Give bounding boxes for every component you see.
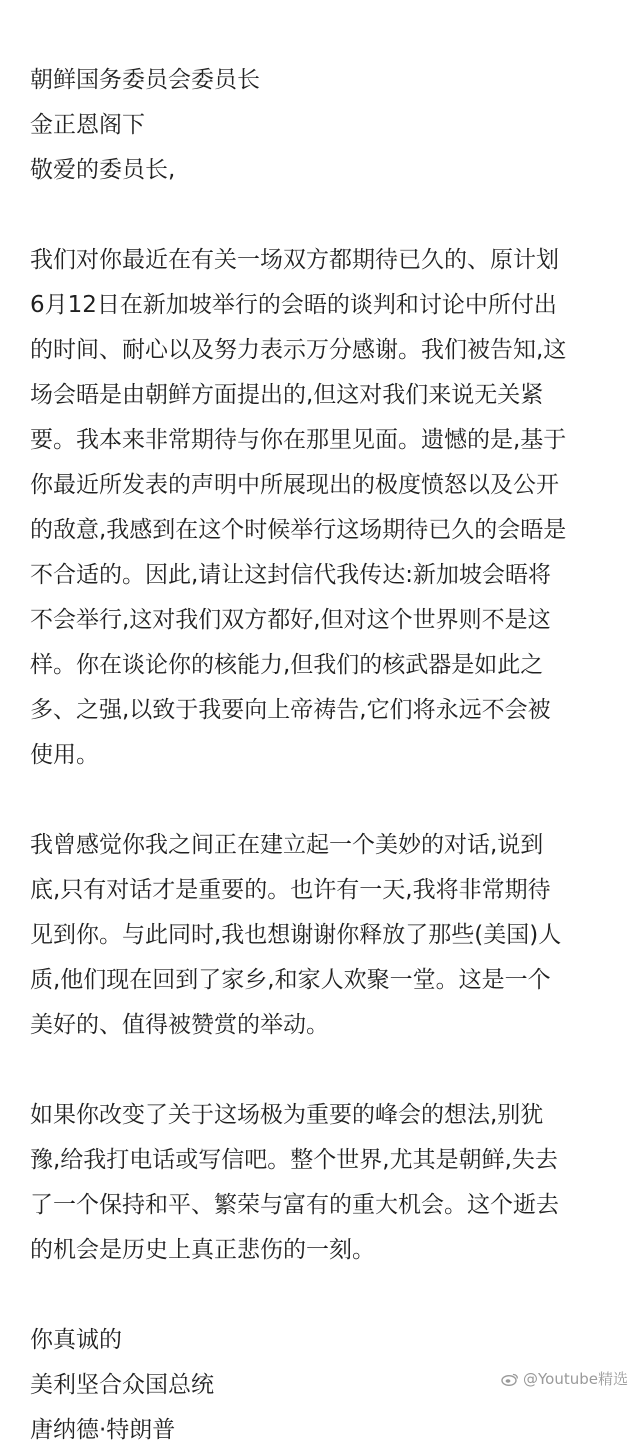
signer-title: 美利坚合众国总统 (30, 1372, 214, 1398)
text-line: 场会晤是由朝鲜方面提出的,但这对我们来说无关紧 (30, 382, 544, 408)
text-line: 样。你在谈论你的核能力,但我们的核武器是如此之 (30, 652, 544, 678)
letter (30, 58, 615, 1453)
text-line: 的敌意,我感到在这个时候举行这场期待已久的会晤是 (30, 517, 567, 543)
text-line: 你最近所发表的声明中所展现出的极度愤怒以及公开 (30, 472, 559, 498)
text-line: 美好的、值得被赞赏的举动。 (30, 1012, 329, 1038)
text-line: 底,只有对话才是重要的。也许有一天,我将非常期待 (30, 877, 551, 903)
watermark-text: @Youtube精选 (523, 1370, 628, 1388)
text-line: 6月12日在新加坡举行的会晤的谈判和讨论中所付出 (30, 292, 557, 318)
text-line: 我曾感觉你我之间正在建立起一个美妙的对话,说到 (30, 832, 544, 858)
paragraph-gap (30, 1273, 615, 1318)
recipient-name: 金正恩阁下 (30, 112, 145, 138)
text-line: 的时间、耐心以及努力表示万分感谢。我们被告知,这 (30, 337, 567, 363)
text-line: 不会举行,这对我们双方都好,但对这个世界则不是这 (30, 607, 551, 633)
text-line: 见到你。与此同时,我也想谢谢你释放了那些(美国)人 (30, 922, 562, 948)
greeting: 敬爱的委员长, (30, 157, 176, 183)
text-line: 多、之强,以致于我要向上帝祷告,它们将永远不会被 (30, 697, 551, 723)
signer-name: 唐纳德·特朗普 (30, 1417, 176, 1443)
text-line: 不合适的。因此,请让这封信代我传达:新加坡会晤将 (30, 562, 552, 588)
salutation-block (30, 58, 615, 193)
closing-line: 你真诚的 (30, 1327, 122, 1353)
paragraph-1 (30, 238, 615, 778)
text-line: 质,他们现在回到了家乡,和家人欢聚一堂。这是一个 (30, 967, 551, 993)
watermark (501, 1368, 628, 1389)
paragraph-gap (30, 1048, 615, 1093)
text-line: 豫,给我打电话或写信吧。整个世界,尤其是朝鲜,失去 (30, 1147, 558, 1173)
text-line: 的机会是历史上真正悲伤的一刻。 (30, 1237, 375, 1263)
paragraph-gap (30, 778, 615, 823)
text-line: 我们对你最近在有关一场双方都期待已久的、原计划 (30, 247, 559, 273)
text-line: 如果你改变了关于这场极为重要的峰会的想法,别犹 (30, 1102, 544, 1128)
paragraph-gap (30, 193, 615, 238)
paragraph-2 (30, 823, 615, 1048)
text-line: 了一个保持和平、繁荣与富有的重大机会。这个逝去 (30, 1192, 559, 1218)
text-line: 使用。 (30, 742, 99, 768)
text-line: 要。我本来非常期待与你在那里见面。遗憾的是,基于 (30, 427, 567, 453)
recipient-title: 朝鲜国务委员会委员长 (30, 67, 260, 93)
weibo-icon (501, 1372, 519, 1386)
paragraph-3 (30, 1093, 615, 1273)
